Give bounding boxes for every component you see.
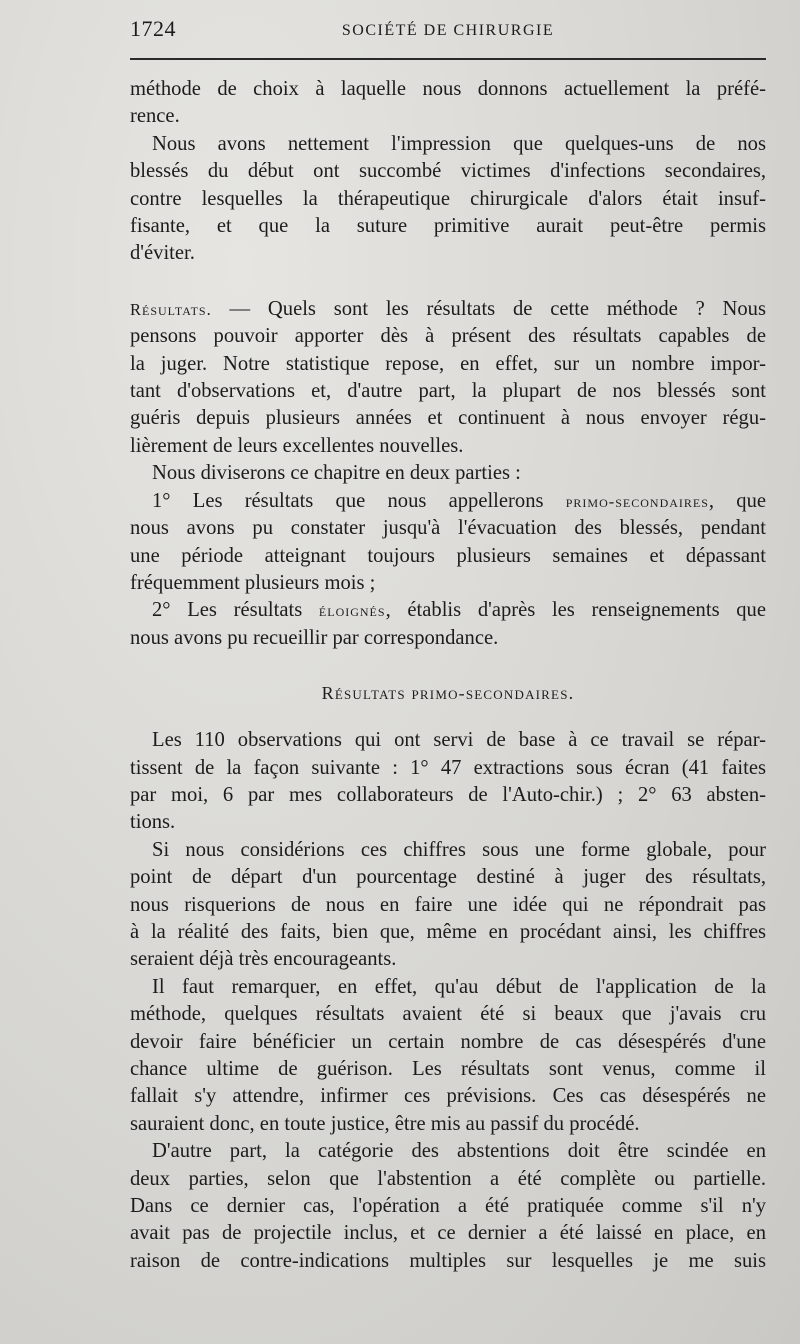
text-line: la juger. Notre statistique repose, en effet, sur un nombre impor-: [130, 352, 766, 375]
paragraph-gap: [130, 268, 766, 296]
paragraph-4: [130, 460, 766, 487]
text-run: 2° Les résultats: [152, 599, 319, 622]
text-line: guéris depuis plusieurs années et continuent à nous envoyer régu-: [130, 407, 766, 430]
text-line: tant d'observations et, d'autre part, la plupart de nos blessés sont: [130, 380, 766, 403]
text-line: Nous diviserons ce chapitre en deux parties :: [152, 462, 521, 485]
section-title: Résultats primo-secondaires.: [321, 683, 575, 704]
text-line: d'éviter.: [130, 242, 195, 265]
header-rule: [130, 58, 766, 60]
text-line: Il faut remarquer, en effet, qu'au début de l'application de la: [152, 975, 766, 998]
text-line: devoir faire bénéficier un certain nombre de cas désespérés d'une: [130, 1030, 766, 1053]
text-run: , établis d'après les renseignements que: [385, 599, 766, 622]
text-line: lièrement de leurs excellentes nouvelles.: [130, 434, 464, 457]
text-line: D'autre part, la catégorie des abstentions doit être scindée en: [152, 1140, 766, 1163]
text-line: fisante, et que la suture primitive aurait peut-être permis: [130, 215, 766, 238]
text-line: blessés du début ont succombé victimes d'infections secondaires,: [130, 160, 766, 183]
paragraph-2: [130, 131, 766, 268]
paragraph-6: [130, 597, 766, 652]
paragraph-8: [130, 837, 766, 974]
text-line: contre lesquelles la thérapeutique chirurgicale d'alors était insuf-: [130, 187, 766, 210]
section-lead: Résultats.: [130, 299, 212, 319]
text-line: par moi, 6 par mes collaborateurs de l'Auto-chir.) ; 2° 63 absten-: [130, 783, 766, 806]
text-line: nous risquerions de nous en faire une idée qui ne répondrait pas: [130, 893, 766, 916]
text-line: nous avons pu constater jusqu'à l'évacuation des blessés, pendant: [130, 517, 766, 540]
text-line: avait pas de projectile inclus, et ce dernier a été laissé en place, en: [130, 1222, 766, 1245]
text-line: Si nous considérions ces chiffres sous une forme globale, pour: [152, 838, 766, 861]
paragraph-3: [130, 296, 766, 460]
paragraph-1: [130, 76, 766, 131]
text-line: seraient déjà très encourageants.: [130, 948, 397, 971]
text-line: Dans ce dernier cas, l'opération a été pratiquée comme s'il n'y: [130, 1195, 766, 1218]
text-line: fréquemment plusieurs mois ;: [130, 571, 376, 594]
text-line: pensons pouvoir apporter dès à présent des résultats capables de: [130, 325, 766, 348]
term-eloignes: éloignés: [318, 601, 386, 621]
text-line: méthode, quelques résultats avaient été si beaux que j'avais cru: [130, 1003, 766, 1026]
page-number: 1724: [130, 16, 176, 41]
running-head: SOCIÉTÉ DE CHIRURGIE: [341, 22, 555, 39]
text-line: à la réalité des faits, bien que, même en procédant ainsi, les chiffres: [130, 920, 766, 943]
text-line: nous avons pu recueillir par correspondance.: [130, 626, 499, 649]
paragraph-7: [130, 727, 766, 837]
text-line: deux parties, selon que l'abstention a été complète ou partielle.: [130, 1167, 766, 1190]
text-line: [130, 597, 766, 624]
paragraph-10: [130, 1138, 766, 1275]
text-line: une période atteignant toujours plusieurs semaines et dépassant: [130, 544, 766, 567]
text-line: raison de contre-indications multiples sur lesquelles je me suis: [130, 1249, 766, 1272]
paragraph-5: [130, 488, 766, 598]
term-primo-secondaires: primo-secondaires: [565, 491, 709, 511]
paragraph-gap: [130, 652, 766, 680]
text-line: [130, 488, 766, 515]
page-header: [130, 12, 766, 48]
text-line: tissent de la façon suivante : 1° 47 extractions sous écran (41 faites: [130, 756, 766, 779]
text-line: Nous avons nettement l'impression que quelques-uns de nos: [152, 132, 766, 155]
body-text: [130, 76, 766, 1275]
text-line: sauraient donc, en toute justice, être mis au passif du procédé.: [130, 1112, 640, 1135]
text-line: tions.: [130, 811, 176, 834]
text-run: , que: [708, 489, 766, 512]
text-run: 1° Les résultats que nous appellerons: [152, 489, 566, 512]
text-line: chance ultime de guérison. Les résultats sont venus, comme il: [130, 1058, 766, 1080]
text-line: méthode de choix à laquelle nous donnons actuellement la préfé-: [130, 78, 766, 100]
paragraph-gap: [130, 707, 766, 727]
text-line: point de départ d'un pourcentage destiné à juger des résultats,: [130, 866, 766, 889]
text-line: rence.: [130, 105, 180, 128]
text-line: [130, 296, 766, 323]
text-line: Les 110 observations qui ont servi de base à ce travail se répar-: [152, 729, 766, 752]
paragraph-9: [130, 974, 766, 1138]
text-run: — Quels sont les résultats de cette méthode ? Nous: [211, 297, 766, 320]
text-line: fallait s'y attendre, infirmer ces prévisions. Ces cas désespérés ne: [130, 1085, 766, 1108]
